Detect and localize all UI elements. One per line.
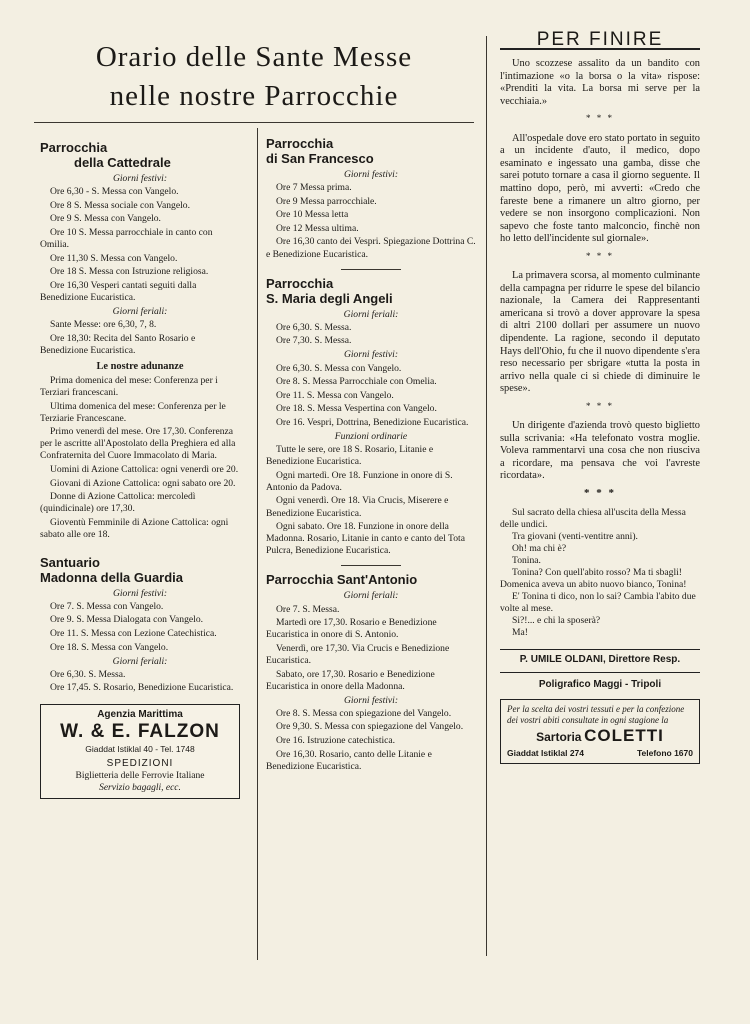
- list-item: Ultima domenica del mese: Conferenza per le Terziarie Francescane.: [40, 400, 226, 424]
- francesco-festivi-label: Giorni festivi:: [343, 169, 399, 180]
- guardia-festivi-label: Giorni festivi:: [112, 587, 168, 599]
- joke-paragraph-2: All'ospedale dove ero stato portato in seguito a un incidente d'auto, il medico, dopo esaminato e ingessato una gamba, disse che sarei potuto tornare a casa il giorno seguente. Il mattino dopo, però, mi avvertì: «Credo che fareste bene a rimanere un altro giorno, per vedere se non insorgono complicazioni. Non sapevo che foste tanto malconcio, finchè non ho letto dell'incidente sul giornale».: [500, 132, 700, 245]
- list-item: Gioventù Femminile di Azione Cattolica: ogni sabato alle ore 18.: [40, 516, 229, 541]
- joke-paragraph-1: Uno scozzese assalito da un bandito con l'intimazione «o la borsa o la vita» rispose: «Prenditi la vita. La borsa mi serve per la vecchiaia.»: [500, 58, 700, 107]
- director-line: P. UMILE OLDANI, Direttore Resp.: [519, 654, 681, 666]
- list-item: Martedì ore 17,30. Rosario e Benedizione Eucaristica in onore di S. Antonio.: [266, 617, 437, 641]
- adunanze-list: [40, 375, 240, 541]
- coletti-phone: Telefono 1670: [636, 748, 693, 759]
- column-divider-1: [257, 128, 258, 960]
- list-item: Oh! ma chi è?: [512, 543, 567, 555]
- falzon-line4: SPEDIZIONI: [106, 757, 174, 769]
- list-item: Ore 8. S. Messa con spiegazione del Vangelo.: [276, 707, 452, 719]
- antonio-festivi-list: [266, 708, 476, 773]
- falzon-address: Giaddat Istiklal 40 - Tel. 1748: [85, 744, 195, 755]
- falzon-line5: Biglietteria delle Ferrovie Italiane: [75, 770, 205, 781]
- coletti-name: Sartoria COLETTI: [536, 726, 664, 746]
- antonio-festivi-label: Giorni festivi:: [343, 694, 399, 706]
- separator-stars: * * *: [586, 400, 614, 411]
- list-item: Ore 7,30. S. Messa.: [276, 335, 352, 347]
- list-item: Ore 8 S. Messa sociale con Vangelo.: [50, 199, 190, 211]
- list-item: Ore 6,30. S. Messa.: [50, 668, 126, 680]
- list-item: Sul sacrato della chiesa all'uscita della Messa delle undici.: [500, 507, 686, 531]
- list-item: Giovani di Azione Cattolica: ogni sabato ore 20.: [50, 477, 236, 489]
- angeli-title: Parrocchia S. Maria degli Angeli: [266, 275, 393, 306]
- coletti-contact: [507, 747, 693, 759]
- list-item: Venerdì, ore 17,30. Via Crucis e Benedizione Eucaristica.: [266, 642, 450, 666]
- list-item: Ogni venerdì. Ore 18. Via Crucis, Miserere e Benedizione Eucaristica.: [266, 495, 449, 519]
- list-item: Ore 9,30. S. Messa con spiegazione del Vangelo.: [276, 721, 464, 733]
- joke-paragraph-3: La primavera scorsa, al momento culminante della campagna per ridurre le spese del bilancio nazionale, la Camera dei Rappresentanti americana si trovò a dover approvare la spesa di altri 2100 dollari per assumere un nuovo dipendente. La ragione, secondo il deputato Hays dell'Ohio, fu che il nuovo dipendente s'era reso necessario per sbrigare «tutta la posta in arrivo nella quale ci si chiede di diminuire le spese».: [500, 270, 700, 395]
- list-item: Ore 12 Messa ultima.: [276, 222, 359, 234]
- cattedrale-festivi-label: Giorni festivi:: [112, 173, 168, 184]
- list-item: Ore 16,30 Vesperi cantati seguiti dalla Benedizione Eucaristica.: [40, 279, 197, 303]
- list-item: Ogni martedì. Ore 18. Funzione in onore di S. Antonio da Padova.: [266, 469, 453, 493]
- joke-paragraph-4: Un dirigente d'azienda trovò questo biglietto sulla scrivania: «Ha telefonato vostra moglie. Voleva rammentarvi una cosa che non riusciva a ricordare, ma pensava che voi l'avreste ricordata».: [500, 420, 700, 482]
- list-item: Ore 9. S. Messa Dialogata con Vangelo.: [50, 614, 204, 626]
- list-item: Ore 18. S. Messa Vespertina con Vangelo.: [276, 403, 437, 415]
- list-item: Ore 9 S. Messa con Vangelo.: [50, 213, 161, 225]
- list-item: Ore 17,45. S. Rosario, Benedizione Eucaristica.: [50, 682, 234, 694]
- section-rule: [341, 565, 401, 566]
- coletti-address: Giaddat Istiklal 274: [507, 748, 585, 759]
- cattedrale-feriali-label: Giorni feriali:: [112, 305, 168, 317]
- list-item: Ore 18 S. Messa con Istruzione religiosa.: [50, 266, 209, 278]
- list-item: Ore 7. S. Messa.: [276, 603, 340, 615]
- list-item: Ore 16. Istruzione catechistica.: [276, 734, 396, 746]
- guardia-title: Santuario Madonna della Guardia: [40, 554, 184, 585]
- column-divider-2: [486, 36, 487, 956]
- list-item: Ore 6,30 - S. Messa con Vangelo.: [50, 186, 179, 198]
- list-item: Si?!... e chi la sposerà?: [512, 615, 601, 627]
- list-item: Tutte le sere, ore 18 S. Rosario, Litanie e Benedizione Eucaristica.: [266, 444, 434, 468]
- coletti-text: Per la scelta dei vostri tessuti e per la confezione dei vostri abiti consultate in ogni stagione la: [507, 704, 685, 726]
- list-item: Ma!: [512, 627, 528, 639]
- list-item: Tonina.: [512, 555, 541, 567]
- dialogue: [500, 507, 700, 639]
- list-item: Ore 6,30. S. Messa.: [276, 321, 352, 333]
- list-item: Ore 10 S. Messa parrocchiale in canto con Omilia.: [40, 226, 213, 250]
- separator-stars: * * *: [584, 487, 616, 499]
- coletti-advertisement: [500, 699, 700, 764]
- falzon-line6: Servizio bagagli, ecc.: [99, 782, 181, 793]
- antonio-feriali-list: [266, 604, 476, 693]
- page-title: [34, 38, 474, 116]
- cattedrale-title: Parrocchia della Cattedrale: [40, 140, 171, 170]
- list-item: Ore 11. S. Messa con Vangelo.: [276, 389, 394, 401]
- adunanze-label: Le nostre adunanze: [96, 360, 184, 372]
- list-item: Ore 7 Messa prima.: [276, 182, 352, 194]
- cattedrale-festivi-list: [40, 186, 240, 304]
- page-title-line2: nelle nostre Parrocchie: [109, 80, 399, 112]
- list-item: Ore 6,30. S. Messa con Vangelo.: [276, 362, 402, 374]
- list-item: Ore 16,30. Rosario, canto delle Litanie e Benedizione Eucaristica.: [266, 748, 432, 772]
- angeli-feriali-label: Giorni feriali:: [343, 308, 399, 320]
- page-title-line1: Orario delle Sante Messe: [95, 41, 413, 73]
- cattedrale-feriali-list: [40, 319, 240, 357]
- list-item: Sabato, ore 17,30. Rosario e Benedizione Eucaristica in onore della Madonna.: [266, 668, 435, 692]
- francesco-festivi-list: [266, 182, 476, 261]
- list-item: Prima domenica del mese: Conferenza per i Terziari francescani.: [40, 374, 218, 398]
- separator-stars: * * *: [586, 250, 614, 261]
- angeli-ordinarie-label: Funzioni ordinarie: [334, 431, 408, 442]
- falzon-name: W. & E. FALZON: [60, 721, 220, 743]
- list-item: Uomini di Azione Cattolica: ogni venerdì ore 20.: [50, 464, 239, 476]
- separator-stars: * * *: [586, 113, 614, 124]
- guardia-festivi-list: [40, 601, 240, 654]
- title-rule: [34, 122, 474, 123]
- list-item: Ore 16. Vespri, Dottrina, Benedizione Eucaristica.: [276, 416, 469, 428]
- angeli-ordinarie-list: [266, 444, 476, 557]
- list-item: Ore 11. S. Messa con Lezione Catechistica.: [50, 627, 217, 639]
- antonio-feriali-label: Giorni feriali:: [343, 590, 399, 602]
- list-item: Primo venerdì del mese. Ore 17,30. Conferenza per le ascritte all'Apostolato della Preghiera ed alla Confraternita del Cuore Immacolato di Maria.: [40, 426, 236, 462]
- column-middle: [266, 132, 476, 774]
- angeli-feriali-list: [266, 322, 476, 348]
- list-item: Ore 7. S. Messa con Vangelo.: [50, 600, 164, 612]
- list-item: Ore 18. S. Messa con Vangelo.: [50, 641, 169, 653]
- list-item: Donne di Azione Cattolica: mercoledì (quindicinale) ore 17,30.: [40, 491, 196, 515]
- list-item: Ore 11,30 S. Messa con Vangelo.: [50, 252, 178, 264]
- list-item: E' Tonina ti dico, non lo sai? Cambia l'abito due volte al mese.: [500, 591, 696, 615]
- printer-line: Poligrafico Maggi - Tripoli: [500, 672, 700, 691]
- francesco-title: Parrocchia di San Francesco: [266, 136, 374, 166]
- list-item: Tra giovani (venti-ventitre anni).: [512, 531, 638, 543]
- list-item: Sante Messe: ore 6,30, 7, 8.: [50, 319, 157, 331]
- column-left: [40, 136, 240, 799]
- list-item: Ore 18,30: Recita del Santo Rosario e Benedizione Eucaristica.: [40, 332, 196, 356]
- list-item: Ogni sabato. Ore 18. Funzione in onore della Madonna. Rosario, Litanie in canto e canto del Tota Pulcra, Benedizione Eucaristica.: [266, 521, 465, 557]
- angeli-festivi-list: [266, 363, 476, 429]
- guardia-feriali-list: [40, 669, 240, 695]
- angeli-festivi-label: Giorni festivi:: [343, 349, 399, 361]
- footer: [500, 649, 700, 691]
- column-right: [500, 29, 700, 764]
- falzon-line1: Agenzia Marittima: [97, 709, 183, 721]
- per-finire-title: PER FINIRE: [500, 34, 700, 50]
- list-item: Tonina? Con quell'abito rosso? Ma ti sbagli! Domenica aveva un abito nuovo bianco, Tonina!: [500, 567, 687, 591]
- list-item: Ore 9 Messa parrocchiale.: [276, 195, 377, 207]
- antonio-title: Parrocchia Sant'Antonio: [266, 572, 418, 588]
- list-item: Ore 10 Messa letta: [276, 209, 349, 221]
- guardia-feriali-label: Giorni feriali:: [112, 655, 168, 667]
- falzon-advertisement: [40, 704, 240, 798]
- list-item: Ore 16,30 canto dei Vespri. Spiegazione Dottrina C. e Benedizione Eucaristica.: [266, 236, 476, 260]
- section-rule: [341, 269, 401, 270]
- list-item: Ore 8. S. Messa Parrocchiale con Omelia.: [276, 376, 437, 388]
